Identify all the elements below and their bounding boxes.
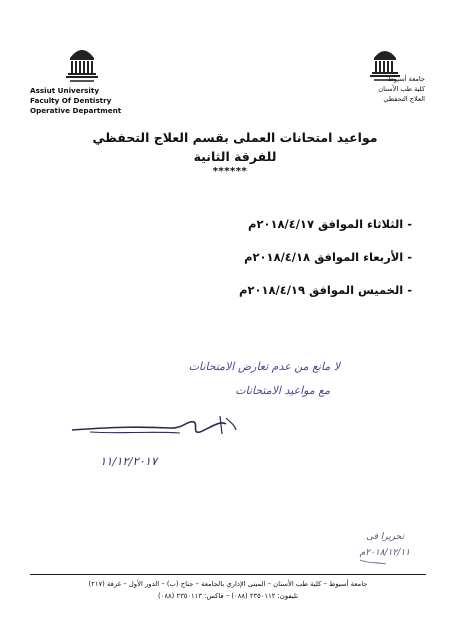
faculty-name-ar: كلية طب الأسنان (378, 85, 425, 93)
list-item: - الخميس الموافق ٢٠١٨/٤/١٩م (239, 283, 412, 297)
handwritten-note-line-1: لا مانع من عدم تعارض الامتحانات (188, 360, 340, 373)
handwritten-note-line-2: مع مواعيد الامتحانات (235, 384, 330, 397)
handwritten-name: تحريرا فى (366, 532, 404, 542)
footer-divider (30, 574, 426, 575)
header-arabic-block (345, 74, 425, 104)
handwritten-date: ١١/١٢/٢٠١٧ (100, 454, 158, 468)
document-title (90, 128, 380, 166)
handwritten-bottom-date: ٢٠١٨/١٢/١١م (359, 548, 410, 558)
faculty-name-en: Faculty Of Dentistry (30, 96, 112, 105)
list-item: - الأربعاء الموافق ٢٠١٨/٤/١٨م (244, 250, 412, 264)
header-english-block (30, 86, 140, 116)
title-separator: ****** (212, 166, 248, 177)
department-name-ar: العلاج التحفظي (383, 95, 425, 103)
signature-icon (70, 412, 240, 452)
university-name-en: Assiut University (30, 86, 100, 95)
list-item: - الثلاثاء الموافق ٢٠١٨/٤/١٧م (248, 217, 412, 231)
department-name-en: Operative Department (30, 106, 122, 115)
exam-dates-list (200, 216, 412, 315)
footer-contact: تليفون: ٢٣٥٠١١٢ (٠٨٨) – فاكس: ٢٣٥٠١١٣ (٠٨٨) (158, 592, 298, 600)
university-name-ar: جامعة أسيوط (387, 75, 425, 83)
footer-address: جامعة أسيوط – كلية طب الأسنان – المبنى الإداري بالجامعة – جناح (ب) – الدور الأول – غرفة (٢١٧) (88, 580, 368, 588)
title-line-2: للفرقة الثانية (193, 149, 277, 164)
title-line-1: مواعيد امتحانات العملى بقسم العلاج التحفظي (92, 130, 378, 145)
footer (30, 578, 426, 602)
university-emblem-icon (62, 38, 102, 84)
